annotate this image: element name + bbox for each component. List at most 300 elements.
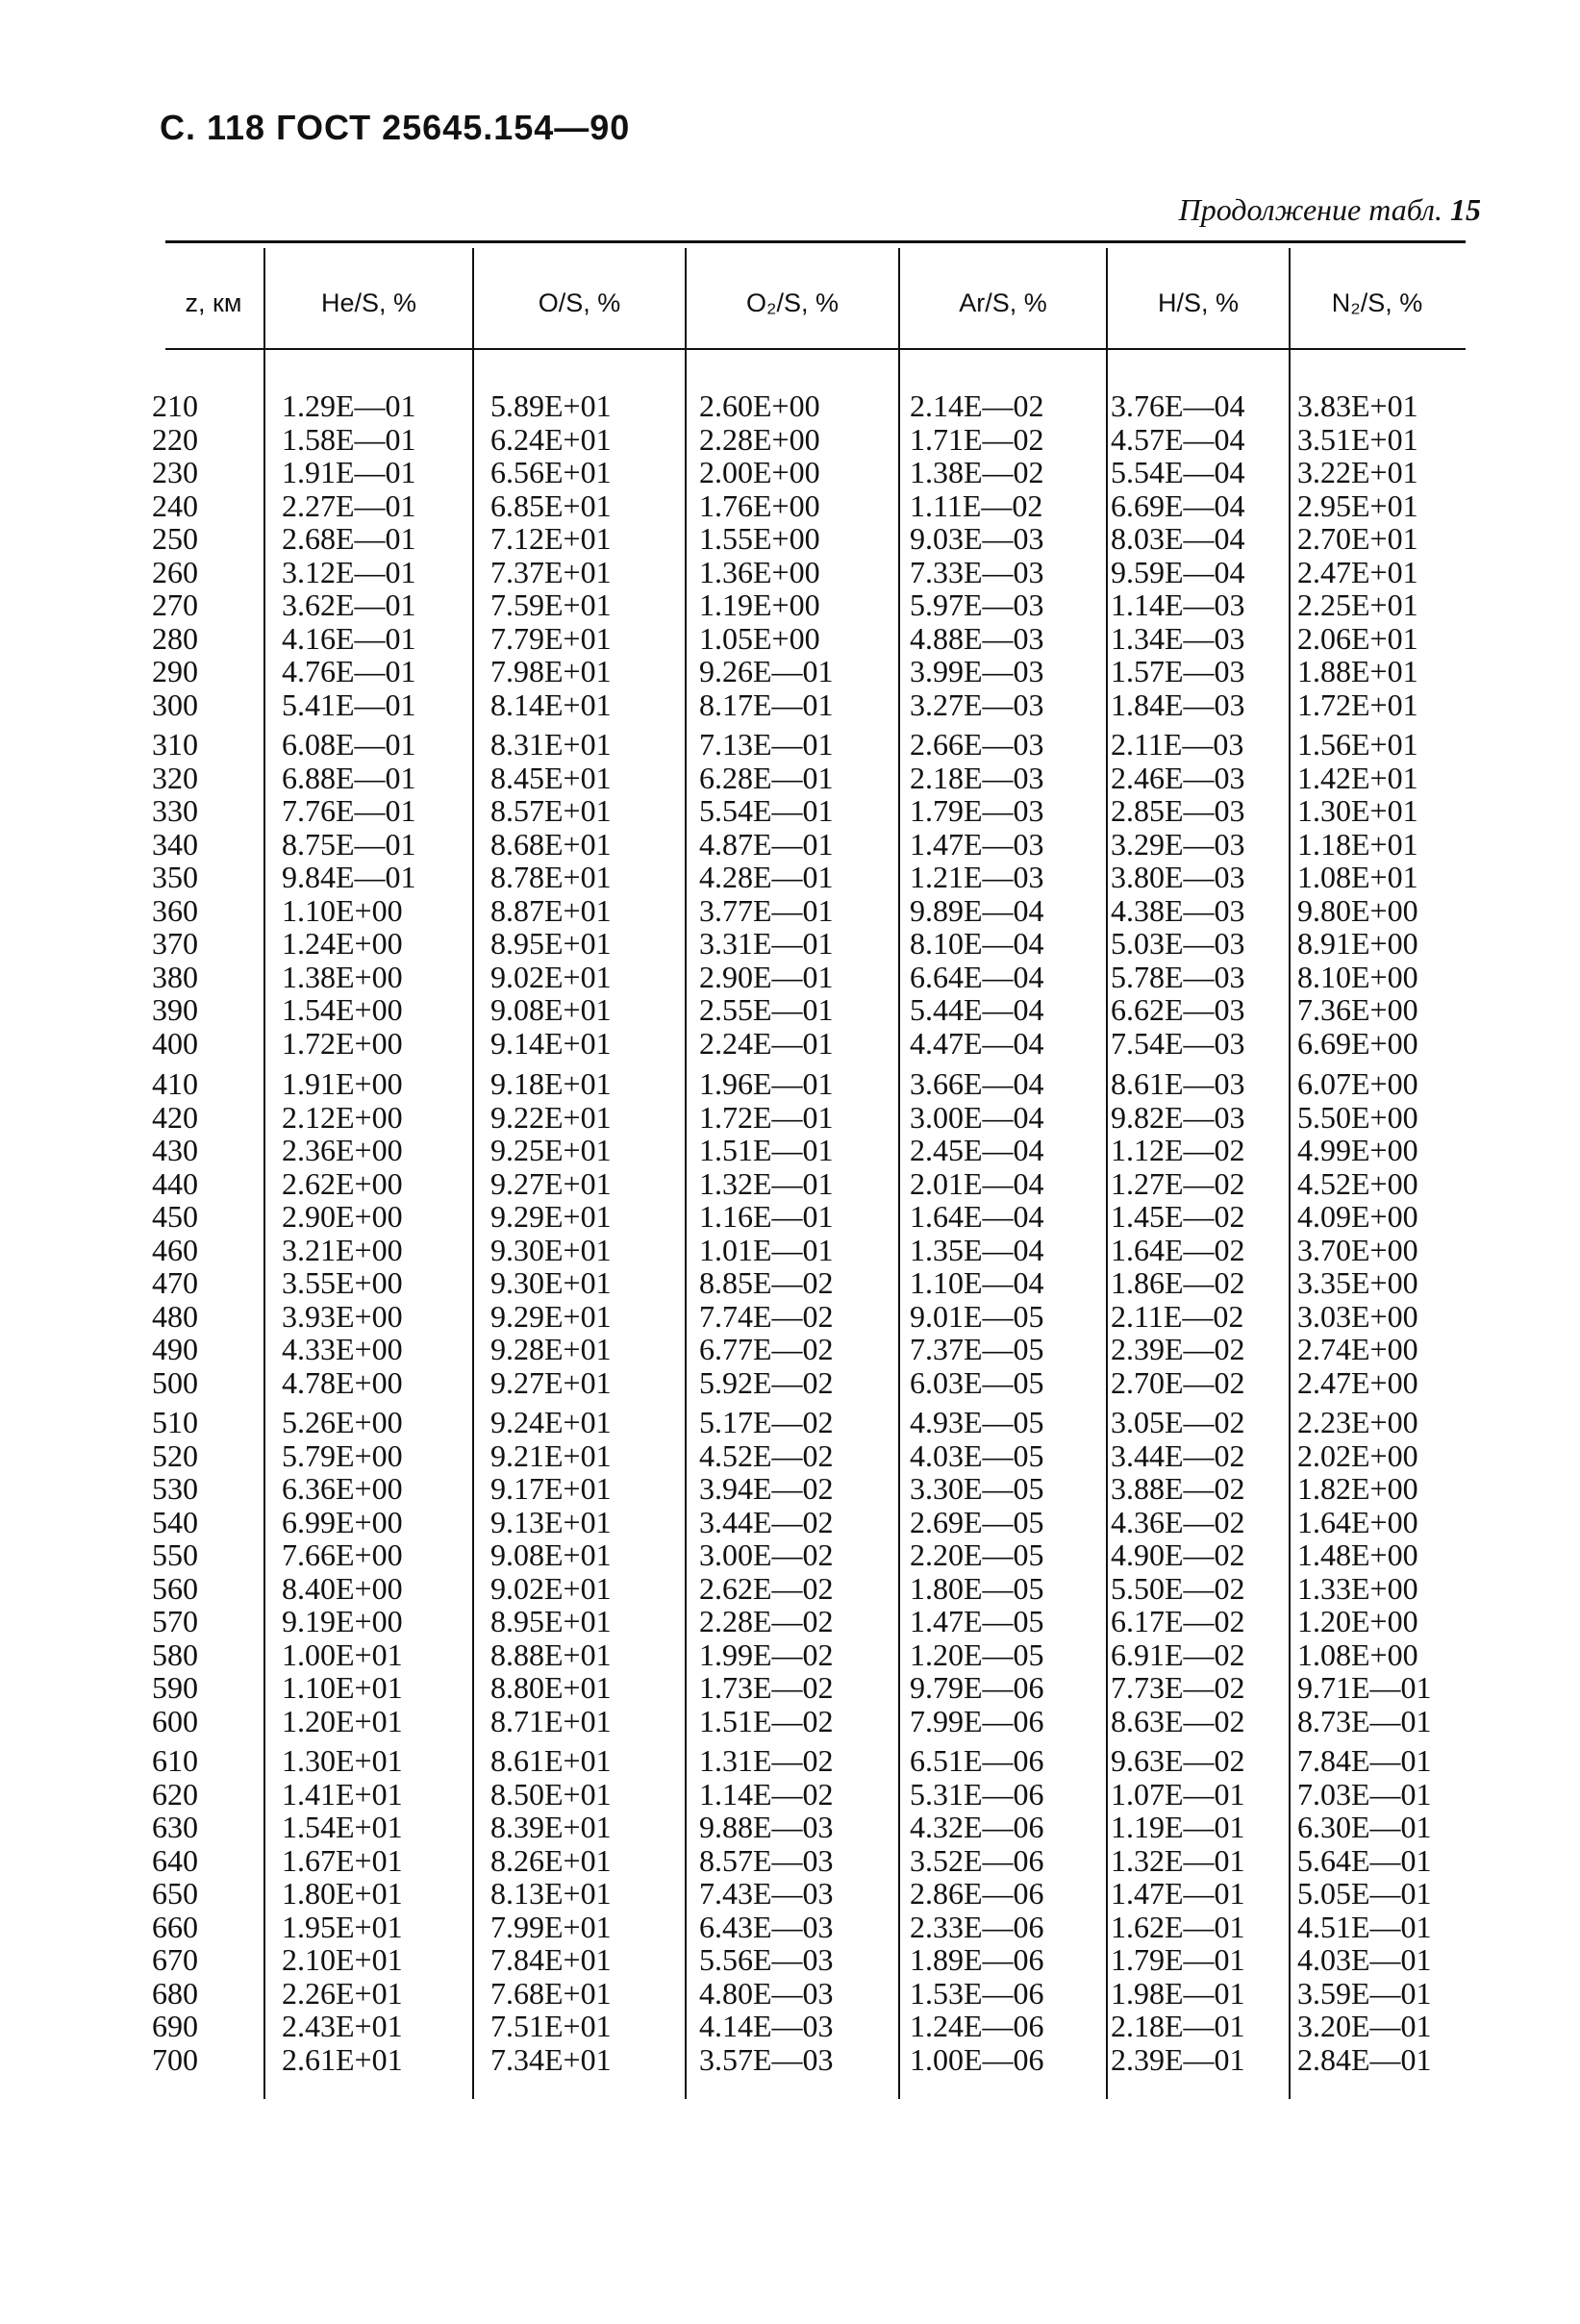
n2-cell: 3.70E+00 <box>1297 1232 1418 1267</box>
n2-cell: 5.05E—01 <box>1297 1876 1432 1911</box>
n2-cell: 1.48E+00 <box>1297 1537 1418 1572</box>
table-row <box>0 1638 1580 1672</box>
he-cell: 5.41E—01 <box>282 687 416 722</box>
h-cell: 6.91E—02 <box>1111 1637 1245 1672</box>
o2-cell: 6.43E—03 <box>699 1909 834 1944</box>
altitude-cell: 700 <box>152 2041 198 2077</box>
h-cell: 3.80E—03 <box>1111 860 1245 894</box>
he-cell: 1.20E+01 <box>282 1703 403 1738</box>
n2-cell: 1.30E+01 <box>1297 793 1418 828</box>
table-row <box>0 1134 1580 1167</box>
ar-cell: 2.33E—06 <box>910 1909 1044 1944</box>
he-cell: 1.24E+00 <box>282 926 403 961</box>
altitude-cell: 570 <box>152 1604 198 1638</box>
page-header: С. 118 ГОСТ 25645.154—90 <box>160 108 631 147</box>
h-cell: 2.39E—02 <box>1111 1332 1245 1366</box>
he-cell: 3.21E+00 <box>282 1232 403 1267</box>
o2-cell: 5.92E—02 <box>699 1364 834 1400</box>
table-row <box>0 1778 1580 1812</box>
o-cell: 8.14E+01 <box>490 687 612 722</box>
o-cell: 9.29E+01 <box>490 1298 612 1334</box>
he-cell: 1.91E—01 <box>282 455 416 489</box>
he-cell: 2.90E+00 <box>282 1199 403 1234</box>
he-cell: 3.62E—01 <box>282 587 416 622</box>
table-row <box>0 522 1580 556</box>
altitude-cell: 550 <box>152 1537 198 1572</box>
o2-cell: 2.60E+00 <box>699 388 820 423</box>
o-cell: 8.13E+01 <box>490 1876 612 1911</box>
n2-cell: 5.50E+00 <box>1297 1099 1418 1135</box>
h-cell: 1.34E—03 <box>1111 620 1245 656</box>
h-cell: 3.76E—04 <box>1111 388 1245 423</box>
o-cell: 8.57E+01 <box>490 793 612 828</box>
n2-cell: 2.74E+00 <box>1297 1332 1418 1366</box>
h-cell: 2.11E—03 <box>1111 727 1244 762</box>
h-cell: 2.70E—02 <box>1111 1364 1245 1400</box>
o2-cell: 1.36E+00 <box>699 554 820 589</box>
n2-cell: 4.52E+00 <box>1297 1165 1418 1201</box>
o2-cell: 4.28E—01 <box>699 860 834 894</box>
table-row <box>0 1366 1580 1400</box>
o2-cell: 6.77E—02 <box>699 1332 834 1366</box>
o-cell: 8.26E+01 <box>490 1842 612 1878</box>
he-cell: 1.00E+01 <box>282 1637 403 1672</box>
o2-cell: 1.72E—01 <box>699 1099 834 1135</box>
n2-cell: 6.69E+00 <box>1297 1025 1418 1061</box>
ar-cell: 1.11E—02 <box>910 487 1043 523</box>
he-cell: 1.10E+01 <box>282 1670 403 1705</box>
h-cell: 1.98E—01 <box>1111 1975 1245 2011</box>
o2-cell: 3.57E—03 <box>699 2041 834 2077</box>
he-cell: 3.93E+00 <box>282 1298 403 1334</box>
h-cell: 1.84E—03 <box>1111 687 1245 722</box>
o-cell: 6.24E+01 <box>490 421 612 457</box>
o2-cell: 9.26E—01 <box>699 654 834 688</box>
n2-cell: 1.08E+00 <box>1297 1637 1418 1672</box>
o2-cell: 1.31E—02 <box>699 1743 834 1778</box>
ar-cell: 1.10E—04 <box>910 1265 1044 1300</box>
he-cell: 1.54E+01 <box>282 1810 403 1844</box>
h-cell: 1.47E—01 <box>1111 1876 1245 1911</box>
n2-cell: 2.06E+01 <box>1297 620 1418 656</box>
table-row <box>0 1472 1580 1506</box>
h-cell: 1.86E—02 <box>1111 1265 1245 1300</box>
table-row <box>0 1200 1580 1234</box>
ar-cell: 1.64E—04 <box>910 1199 1044 1234</box>
ar-cell: 2.66E—03 <box>910 727 1044 762</box>
he-cell: 2.12E+00 <box>282 1099 403 1135</box>
n2-cell: 8.73E—01 <box>1297 1703 1432 1738</box>
ar-cell: 2.14E—02 <box>910 388 1044 423</box>
o-cell: 8.68E+01 <box>490 826 612 862</box>
row-group <box>0 389 1580 721</box>
table-row <box>0 728 1580 762</box>
n2-cell: 1.56E+01 <box>1297 727 1418 762</box>
n2-cell: 3.03E+00 <box>1297 1298 1418 1334</box>
he-cell: 9.84E—01 <box>282 860 416 894</box>
n2-cell: 8.91E+00 <box>1297 926 1418 961</box>
h-cell: 1.12E—02 <box>1111 1133 1245 1167</box>
h-cell: 1.79E—01 <box>1111 1942 1245 1977</box>
altitude-cell: 280 <box>152 620 198 656</box>
h-cell: 5.54E—04 <box>1111 455 1245 489</box>
altitude-cell: 480 <box>152 1298 198 1334</box>
ar-cell: 6.64E—04 <box>910 959 1044 994</box>
ar-cell: 6.51E—06 <box>910 1743 1044 1778</box>
o2-cell: 1.01E—01 <box>699 1232 834 1267</box>
altitude-cell: 380 <box>152 959 198 994</box>
n2-cell: 3.20E—01 <box>1297 2009 1432 2043</box>
o-cell: 7.68E+01 <box>490 1975 612 2011</box>
he-cell: 3.55E+00 <box>282 1265 403 1300</box>
table-row <box>0 1167 1580 1201</box>
altitude-cell: 340 <box>152 826 198 862</box>
o2-cell: 2.90E—01 <box>699 959 834 994</box>
n2-cell: 3.83E+01 <box>1297 388 1418 423</box>
n2-cell: 2.25E+01 <box>1297 587 1418 622</box>
row-group <box>0 1067 1580 1399</box>
ar-cell: 4.03E—05 <box>910 1437 1044 1473</box>
table-row <box>0 688 1580 722</box>
altitude-cell: 450 <box>152 1199 198 1234</box>
table-row <box>0 1572 1580 1606</box>
altitude-cell: 250 <box>152 521 198 556</box>
o2-cell: 7.43E—03 <box>699 1876 834 1911</box>
o-cell: 9.27E+01 <box>490 1165 612 1201</box>
o-cell: 9.08E+01 <box>490 992 612 1027</box>
o-cell: 8.50E+01 <box>490 1776 612 1812</box>
o2-cell: 1.16E—01 <box>699 1199 834 1234</box>
h-cell: 8.63E—02 <box>1111 1703 1245 1738</box>
o2-cell: 1.51E—02 <box>699 1703 834 1738</box>
column-header-o2: O₂/S, % <box>745 288 839 317</box>
h-cell: 2.18E—01 <box>1111 2009 1245 2043</box>
table-row <box>0 961 1580 994</box>
o2-cell: 2.00E+00 <box>699 455 820 489</box>
altitude-cell: 350 <box>152 860 198 894</box>
o-cell: 8.31E+01 <box>490 727 612 762</box>
table-row <box>0 1671 1580 1705</box>
he-cell: 4.76E—01 <box>282 654 416 688</box>
he-cell: 6.36E+00 <box>282 1471 403 1506</box>
h-cell: 9.63E—02 <box>1111 1743 1245 1778</box>
altitude-cell: 300 <box>152 687 198 722</box>
table-row <box>0 588 1580 622</box>
column-header-ar: Ar/S, % <box>959 288 1047 317</box>
o-cell: 8.45E+01 <box>490 760 612 795</box>
ar-cell: 6.03E—05 <box>910 1364 1044 1400</box>
altitude-cell: 230 <box>152 455 198 489</box>
o2-cell: 1.76E+00 <box>699 487 820 523</box>
ar-cell: 4.32E—06 <box>910 1810 1044 1844</box>
o-cell: 7.34E+01 <box>490 2041 612 2077</box>
o-cell: 5.89E+01 <box>490 388 612 423</box>
ar-cell: 2.45E—04 <box>910 1133 1044 1167</box>
column-header-he: He/S, % <box>320 288 417 317</box>
n2-cell: 2.70E+01 <box>1297 521 1418 556</box>
ar-cell: 2.69E—05 <box>910 1504 1044 1539</box>
he-cell: 1.95E+01 <box>282 1909 403 1944</box>
n2-cell: 2.84E—01 <box>1297 2041 1432 2077</box>
o2-cell: 4.52E—02 <box>699 1437 834 1473</box>
o2-cell: 8.57E—03 <box>699 1842 834 1878</box>
o2-cell: 1.32E—01 <box>699 1165 834 1201</box>
ar-cell: 1.80E—05 <box>910 1570 1044 1606</box>
altitude-cell: 580 <box>152 1637 198 1672</box>
h-cell: 4.90E—02 <box>1111 1537 1245 1572</box>
he-cell: 4.78E+00 <box>282 1364 403 1400</box>
ar-cell: 7.33E—03 <box>910 554 1044 589</box>
altitude-cell: 630 <box>152 1810 198 1844</box>
h-cell: 5.78E—03 <box>1111 959 1245 994</box>
o-cell: 9.25E+01 <box>490 1133 612 1167</box>
table-row <box>0 1538 1580 1572</box>
o-cell: 8.39E+01 <box>490 1810 612 1844</box>
altitude-cell: 460 <box>152 1232 198 1267</box>
o-cell: 9.14E+01 <box>490 1025 612 1061</box>
h-cell: 6.17E—02 <box>1111 1604 1245 1638</box>
n2-cell: 2.95E+01 <box>1297 487 1418 523</box>
altitude-cell: 660 <box>152 1909 198 1944</box>
h-cell: 3.88E—02 <box>1111 1471 1245 1506</box>
n2-cell: 4.99E+00 <box>1297 1133 1418 1167</box>
o-cell: 7.51E+01 <box>490 2009 612 2043</box>
he-cell: 4.33E+00 <box>282 1332 403 1366</box>
o2-cell: 2.28E—02 <box>699 1604 834 1638</box>
o-cell: 9.17E+01 <box>490 1471 612 1506</box>
table-row <box>0 489 1580 523</box>
ar-cell: 8.10E—04 <box>910 926 1044 961</box>
h-cell: 1.62E—01 <box>1111 1909 1245 1944</box>
table-row <box>0 1406 1580 1439</box>
ar-cell: 1.53E—06 <box>910 1975 1044 2011</box>
he-cell: 1.38E+00 <box>282 959 403 994</box>
he-cell: 1.58E—01 <box>282 421 416 457</box>
h-cell: 1.07E—01 <box>1111 1776 1245 1812</box>
ar-cell: 1.47E—05 <box>910 1604 1044 1638</box>
altitude-cell: 420 <box>152 1099 198 1135</box>
o2-cell: 3.94E—02 <box>699 1471 834 1506</box>
n2-cell: 4.09E+00 <box>1297 1199 1418 1234</box>
ar-cell: 1.71E—02 <box>910 421 1044 457</box>
o-cell: 9.30E+01 <box>490 1265 612 1300</box>
header-bottom-rule <box>165 348 1466 350</box>
table-row <box>0 1067 1580 1101</box>
n2-cell: 1.08E+01 <box>1297 860 1418 894</box>
he-cell: 1.30E+01 <box>282 1743 403 1778</box>
n2-cell: 1.20E+00 <box>1297 1604 1418 1638</box>
o-cell: 7.84E+01 <box>490 1942 612 1977</box>
ar-cell: 7.37E—05 <box>910 1332 1044 1366</box>
o2-cell: 8.85E—02 <box>699 1265 834 1300</box>
o2-cell: 1.14E—02 <box>699 1776 834 1812</box>
row-group <box>0 1744 1580 2076</box>
ar-cell: 3.99E—03 <box>910 654 1044 688</box>
n2-cell: 6.30E—01 <box>1297 1810 1432 1844</box>
o-cell: 7.98E+01 <box>490 654 612 688</box>
table-row <box>0 1333 1580 1366</box>
altitude-cell: 210 <box>152 388 198 423</box>
o2-cell: 8.17E—01 <box>699 687 834 722</box>
ar-cell: 1.47E—03 <box>910 826 1044 862</box>
table-row <box>0 622 1580 656</box>
altitude-cell: 310 <box>152 727 198 762</box>
altitude-cell: 270 <box>152 587 198 622</box>
o-cell: 9.08E+01 <box>490 1537 612 1572</box>
he-cell: 1.72E+00 <box>282 1025 403 1061</box>
o-cell: 9.24E+01 <box>490 1405 612 1439</box>
table-continuation-label <box>865 192 1481 228</box>
altitude-cell: 370 <box>152 926 198 961</box>
n2-cell: 1.64E+00 <box>1297 1504 1418 1539</box>
table-row <box>0 762 1580 795</box>
n2-cell: 7.03E—01 <box>1297 1776 1432 1812</box>
ar-cell: 1.38E—02 <box>910 455 1044 489</box>
o-cell: 9.13E+01 <box>490 1504 612 1539</box>
altitude-cell: 510 <box>152 1405 198 1439</box>
he-cell: 1.80E+01 <box>282 1876 403 1911</box>
h-cell: 2.85E—03 <box>1111 793 1245 828</box>
he-cell: 1.54E+00 <box>282 992 403 1027</box>
o-cell: 9.29E+01 <box>490 1199 612 1234</box>
he-cell: 5.26E+00 <box>282 1405 403 1439</box>
h-cell: 2.11E—02 <box>1111 1298 1244 1334</box>
ar-cell: 1.21E—03 <box>910 860 1044 894</box>
ar-cell: 3.27E—03 <box>910 687 1044 722</box>
o2-cell: 3.31E—01 <box>699 926 834 961</box>
o-cell: 9.28E+01 <box>490 1332 612 1366</box>
he-cell: 6.99E+00 <box>282 1504 403 1539</box>
altitude-cell: 390 <box>152 992 198 1027</box>
table-row <box>0 1101 1580 1135</box>
o2-cell: 1.51E—01 <box>699 1133 834 1167</box>
ar-cell: 1.00E—06 <box>910 2041 1044 2077</box>
altitude-cell: 680 <box>152 1975 198 2011</box>
n2-cell: 1.88E+01 <box>1297 654 1418 688</box>
altitude-cell: 240 <box>152 487 198 523</box>
o2-cell: 1.73E—02 <box>699 1670 834 1705</box>
he-cell: 2.10E+01 <box>282 1942 403 1977</box>
ar-cell: 4.93E—05 <box>910 1405 1044 1439</box>
n2-cell: 9.71E—01 <box>1297 1670 1432 1705</box>
table-row <box>0 894 1580 928</box>
o2-cell: 7.74E—02 <box>699 1298 834 1334</box>
ar-cell: 3.30E—05 <box>910 1471 1044 1506</box>
h-cell: 7.73E—02 <box>1111 1670 1245 1705</box>
o-cell: 8.80E+01 <box>490 1670 612 1705</box>
ar-cell: 5.31E—06 <box>910 1776 1044 1812</box>
table-row <box>0 1605 1580 1638</box>
ar-cell: 2.18E—03 <box>910 760 1044 795</box>
column-header-o: O/S, % <box>538 288 621 317</box>
table-top-rule <box>165 240 1466 243</box>
table-row <box>0 2010 1580 2043</box>
column-header-h: H/S, % <box>1157 288 1240 317</box>
n2-cell: 1.42E+01 <box>1297 760 1418 795</box>
table-row <box>0 1977 1580 2011</box>
o-cell: 9.21E+01 <box>490 1437 612 1473</box>
table-row <box>0 456 1580 489</box>
row-group <box>0 728 1580 1060</box>
n2-cell: 3.35E+00 <box>1297 1265 1418 1300</box>
h-cell: 6.69E—04 <box>1111 487 1245 523</box>
table-row <box>0 1811 1580 1844</box>
h-cell: 5.03E—03 <box>1111 926 1245 961</box>
o-cell: 9.22E+01 <box>490 1099 612 1135</box>
o2-cell: 4.80E—03 <box>699 1975 834 2011</box>
o-cell: 7.12E+01 <box>490 521 612 556</box>
n2-cell: 7.36E+00 <box>1297 992 1418 1027</box>
h-cell: 1.32E—01 <box>1111 1842 1245 1878</box>
ar-cell: 4.47E—04 <box>910 1025 1044 1061</box>
o-cell: 7.79E+01 <box>490 620 612 656</box>
he-cell: 2.26E+01 <box>282 1975 403 2011</box>
altitude-cell: 670 <box>152 1942 198 1977</box>
n2-cell: 4.51E—01 <box>1297 1909 1432 1944</box>
he-cell: 9.19E+00 <box>282 1604 403 1638</box>
o-cell: 8.95E+01 <box>490 1604 612 1638</box>
he-cell: 2.27E—01 <box>282 487 416 523</box>
h-cell: 4.57E—04 <box>1111 421 1245 457</box>
h-cell: 3.29E—03 <box>1111 826 1245 862</box>
o2-cell: 7.13E—01 <box>699 727 834 762</box>
he-cell: 1.91E+00 <box>282 1066 403 1101</box>
ar-cell: 3.00E—04 <box>910 1099 1044 1135</box>
altitude-cell: 600 <box>152 1703 198 1738</box>
altitude-cell: 650 <box>152 1876 198 1911</box>
h-cell: 9.59E—04 <box>1111 554 1245 589</box>
he-cell: 2.68E—01 <box>282 521 416 556</box>
o-cell: 9.02E+01 <box>490 1570 612 1606</box>
o-cell: 8.71E+01 <box>490 1703 612 1738</box>
o-cell: 8.95E+01 <box>490 926 612 961</box>
he-cell: 2.43E+01 <box>282 2009 403 2043</box>
table-row <box>0 1877 1580 1911</box>
o2-cell: 1.99E—02 <box>699 1637 834 1672</box>
o2-cell: 2.28E+00 <box>699 421 820 457</box>
h-cell: 3.05E—02 <box>1111 1405 1245 1439</box>
h-cell: 5.50E—02 <box>1111 1570 1245 1606</box>
o-cell: 7.59E+01 <box>490 587 612 622</box>
h-cell: 4.36E—02 <box>1111 1504 1245 1539</box>
ar-cell: 5.44E—04 <box>910 992 1044 1027</box>
h-cell: 4.38E—03 <box>1111 892 1245 928</box>
table-row <box>0 1439 1580 1473</box>
ar-cell: 5.97E—03 <box>910 587 1044 622</box>
row-group <box>0 1406 1580 1737</box>
h-cell: 6.62E—03 <box>1111 992 1245 1027</box>
table-row <box>0 1027 1580 1061</box>
ar-cell: 3.66E—04 <box>910 1066 1044 1101</box>
he-cell: 2.61E+01 <box>282 2041 403 2077</box>
h-cell: 1.45E—02 <box>1111 1199 1245 1234</box>
h-cell: 1.14E—03 <box>1111 587 1245 622</box>
table-row <box>0 1506 1580 1539</box>
ar-cell: 1.79E—03 <box>910 793 1044 828</box>
o-cell: 6.85E+01 <box>490 487 612 523</box>
o2-cell: 1.96E—01 <box>699 1066 834 1101</box>
n2-cell: 4.03E—01 <box>1297 1942 1432 1977</box>
altitude-cell: 690 <box>152 2009 198 2043</box>
he-cell: 6.88E—01 <box>282 760 416 795</box>
n2-cell: 3.51E+01 <box>1297 421 1418 457</box>
he-cell: 1.67E+01 <box>282 1842 403 1878</box>
o2-cell: 3.00E—02 <box>699 1537 834 1572</box>
o2-cell: 6.28E—01 <box>699 760 834 795</box>
h-cell: 1.64E—02 <box>1111 1232 1245 1267</box>
altitude-cell: 470 <box>152 1265 198 1300</box>
he-cell: 7.76E—01 <box>282 793 416 828</box>
